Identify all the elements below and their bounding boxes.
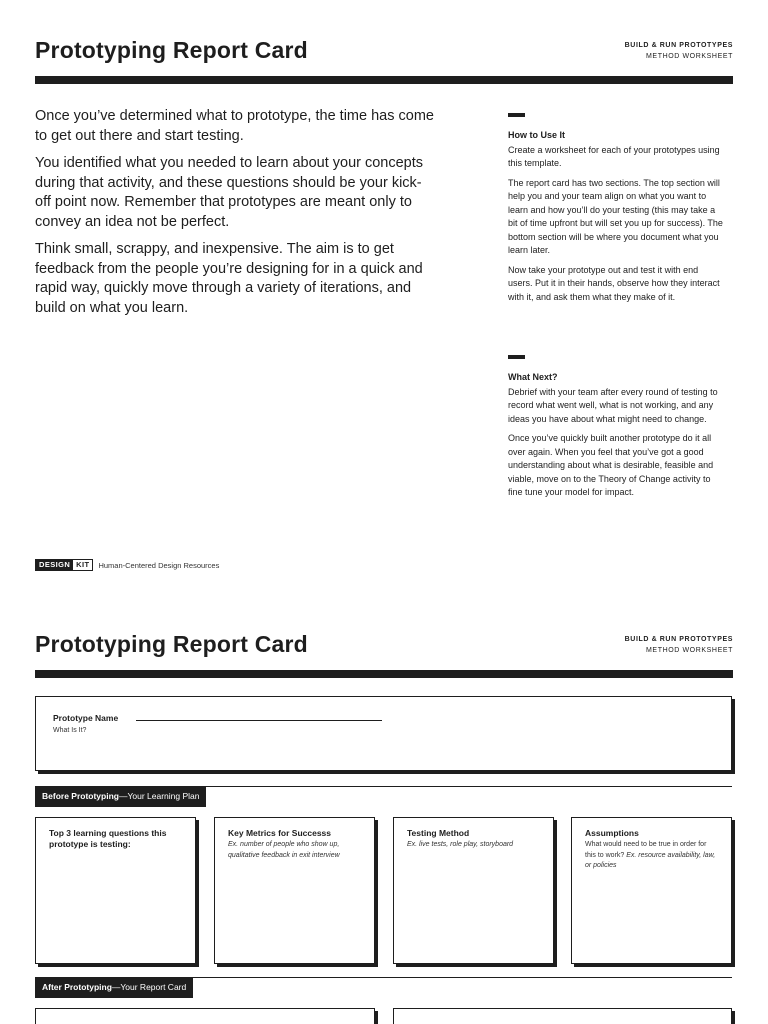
testing-method-title: Testing Method: [407, 828, 470, 838]
after-rest: —Your Report Card: [111, 982, 187, 992]
key-metrics-box[interactable]: [214, 817, 375, 964]
intro-paragraph-1: Once you’ve determined what to prototype, the time has come to get out there and start testing.: [35, 108, 434, 144]
testing-method-hint: Ex. live tests, role play, storyboard: [407, 841, 514, 848]
how-to-use-heading: How to Use It: [508, 130, 566, 140]
testing-method-box[interactable]: [393, 817, 554, 964]
worksheet-rule: [35, 670, 733, 678]
logo-mark: [35, 559, 93, 571]
intro-paragraph-2: You identified what you needed to learn about your concepts during that activity, and these questions should be your kick-off point now. Remember that prototypes are meant only to convey an idea not be perfect.: [35, 155, 424, 230]
what-next-paragraph-2: Once you’ve quickly built another prototype do it all over again. When you feel that you’ve got a good understanding about what is desirable, feasible and viable, move on to the Theory of Change activity to fine tune your model for impact.: [508, 433, 714, 497]
assumptions-box[interactable]: [571, 817, 732, 964]
tagline-subkicker: METHOD WORKSHEET: [646, 53, 733, 60]
logo-design: DESIGN: [36, 560, 73, 570]
how-to-use-section: [508, 113, 723, 310]
assumptions-title: Assumptions: [585, 828, 639, 838]
method-tagline: [625, 40, 733, 62]
design-kit-logo: [35, 559, 219, 571]
iterations-box[interactable]: [393, 1008, 732, 1024]
section-dash: [508, 355, 525, 359]
prototype-name-label: Prototype Name: [53, 713, 119, 723]
logo-kit: KIT: [76, 560, 90, 569]
what-next-heading: What Next?: [508, 372, 558, 382]
worksheet-subkicker: METHOD WORKSHEET: [646, 647, 733, 654]
learning-questions-title: Top 3 learning questions this prototype is testing:: [49, 828, 167, 849]
assumptions-hint-italic: Ex. resource availability, law, or policies: [585, 851, 716, 869]
what-next-paragraph-1: Debrief with your team after every round of testing to record what went well, what is not working, and any ideas you have about what might need to change.: [508, 386, 718, 424]
learning-questions-box[interactable]: [35, 817, 196, 964]
before-bold: Before Prototyping: [42, 791, 119, 801]
section-dash: [508, 113, 525, 117]
what-we-learned-box[interactable]: [35, 1008, 375, 1024]
header-rule: [35, 76, 733, 84]
worksheet-title: Prototyping Report Card: [35, 631, 308, 657]
prototype-name-card: [35, 696, 732, 771]
after-prototyping-bar: [35, 977, 193, 998]
key-metrics-hint: Ex. number of people who show up, qualitative feedback in exit interview: [228, 841, 340, 859]
key-metrics-title: Key Metrics for Successs: [228, 828, 331, 838]
prototype-name-line[interactable]: [136, 720, 382, 721]
before-rest: —Your Learning Plan: [118, 791, 200, 801]
assumptions-hint-plain: What would need to be true in order for this to work?: [585, 841, 707, 859]
tagline-kicker: BUILD & RUN PROTOTYPES: [624, 42, 733, 49]
logo-tagline: Human-Centered Design Resources: [98, 560, 220, 570]
how-to-use-paragraph-1: Create a worksheet for each of your prototypes using this template.: [508, 144, 720, 168]
prototype-name-subtitle: What Is It?: [53, 727, 87, 734]
worksheet-kicker: BUILD & RUN PROTOTYPES: [624, 636, 733, 643]
after-bold: After Prototyping: [42, 982, 112, 992]
what-next-section: [508, 355, 723, 506]
page-title: Prototyping Report Card: [35, 37, 308, 63]
assumptions-hint: [585, 840, 718, 872]
intro-paragraph-3: Think small, scrappy, and inexpensive. The aim is to get feedback from the people you’re designing for in a quick and rapid way, quickly move through a variety of iterations, and build on what you learn.: [35, 241, 423, 316]
before-prototyping-bar: [35, 786, 206, 807]
how-to-use-paragraph-3: Now take your prototype out and test it with end users. Put it in their hands, observe how they interact with it, and ask them what they make of it.: [508, 264, 720, 302]
intro-text: [35, 107, 435, 326]
how-to-use-paragraph-2: The report card has two sections. The top section will help you and your team align on what you want to learn and how you’ll do your testing (this may take a bit of time upfront but will set you up for success). The bottom section will be where you document what you learn later.: [508, 177, 723, 255]
worksheet-tagline: [625, 634, 733, 656]
